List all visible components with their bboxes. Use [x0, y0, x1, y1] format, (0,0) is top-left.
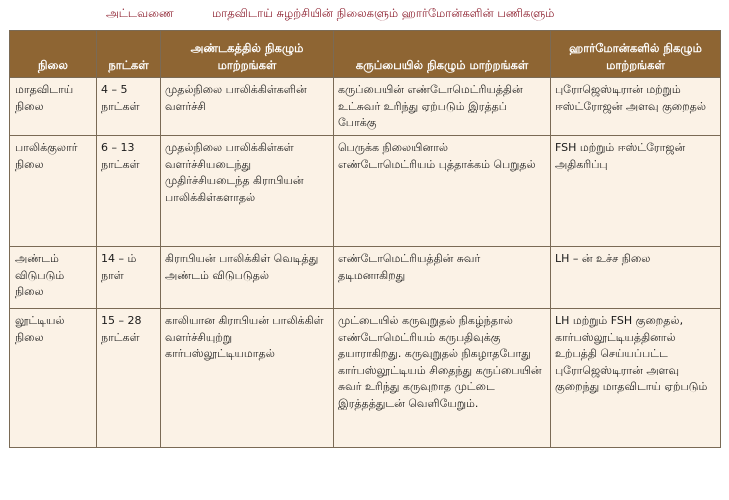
cell-days: 4 – 5 நாட்கள் — [97, 78, 161, 136]
table-row-menstrual — [10, 78, 721, 136]
cell-ovary: முதல்நிலை பாலிக்கிள்கள் வளர்ச்சியடைந்து முதிர்ச்சியடைந்த கிராபியன் பாலிக்கிள்களாதல் — [161, 136, 334, 247]
cell-hormones: LH மற்றும் FSH குறைதல், கார்பஸ்லூட்டியத்தினால் உற்பத்தி செய்யப்பட்ட புரோஜெஸ்டிரான் அளவு குறைந்து மாதவிடாய் ஏற்படும் — [551, 309, 721, 448]
cell-ovary: முதல்நிலை பாலிக்கிள்களின் வளர்ச்சி — [161, 78, 334, 136]
header-stage: நிலை — [10, 31, 97, 78]
cell-stage: மாதவிடாய் நிலை — [10, 78, 97, 136]
cell-uterus: பெருக்க நிலையினால் எண்டோமெட்ரியம் புத்தாக்கம் பெறுதல் — [334, 136, 551, 247]
cell-days: 14 – ம் நாள் — [97, 247, 161, 309]
table-caption — [0, 6, 729, 24]
cell-days: 15 – 28 நாட்கள் — [97, 309, 161, 448]
header-uterus-changes: கருப்பையில் நிகழும் மாற்றங்கள் — [334, 31, 551, 78]
table-header-row — [10, 31, 721, 78]
table-row-ovulation — [10, 247, 721, 309]
table-row-luteal — [10, 309, 721, 448]
header-hormone-changes: ஹார்மோன்களில் நிகழும் மாற்றங்கள் — [551, 31, 721, 78]
cell-hormones: FSH மற்றும் ஈஸ்ட்ரோஜன் அதிகரிப்பு — [551, 136, 721, 247]
cell-stage: பாலிக்குலார் நிலை — [10, 136, 97, 247]
cell-stage: லூட்டியல் நிலை — [10, 309, 97, 448]
menstrual-cycle-table — [9, 30, 721, 448]
cell-days: 6 – 13 நாட்கள் — [97, 136, 161, 247]
caption-label: அட்டவணை — [106, 6, 174, 20]
cell-uterus: எண்டோமெட்ரியத்தின் சுவர் தடிமனாகிறது — [334, 247, 551, 309]
cell-ovary: கிராபியன் பாலிக்கிள் வெடித்து அண்டம் விடுபடுதல் — [161, 247, 334, 309]
cell-uterus: கருப்பையின் எண்டோமெட்ரியத்தின் உட்சுவர் உரிந்து ஏற்படும் இரத்தப் போக்கு — [334, 78, 551, 136]
cell-ovary: காலியான கிராபியன் பாலிக்கிள் வளர்ச்சியுற்று கார்பஸ்லூட்டியமாதல் — [161, 309, 334, 448]
caption-title: மாதவிடாய் சுழற்சியின் நிலைகளும் ஹார்மோன்களின் பணிகளும் — [212, 6, 555, 20]
cell-hormones: புரோஜெஸ்டிரான் மற்றும் ஈஸ்ட்ரோஜன் அளவு குறைதல் — [551, 78, 721, 136]
cell-uterus: முட்டையில் கருவுறுதல் நிகழ்ந்தால் எண்டோமெட்ரியம் கருபதிவுக்கு தயாராகிறது. கருவுறுதல் நிகழாதபோது கார்பஸ்லூட்டியம் சிதைந்து கருப்பையின் சுவர் உரிந்து கருவுறாத முட்டை இரத்தத்துடன் வெளியேறும். — [334, 309, 551, 448]
header-days: நாட்கள் — [97, 31, 161, 78]
header-ovary-changes: அண்டகத்தில் நிகழும் மாற்றங்கள் — [161, 31, 334, 78]
table-row-follicular — [10, 136, 721, 247]
cell-hormones: LH – ன் உச்ச நிலை — [551, 247, 721, 309]
cell-stage: அண்டம் விடுபடும் நிலை — [10, 247, 97, 309]
